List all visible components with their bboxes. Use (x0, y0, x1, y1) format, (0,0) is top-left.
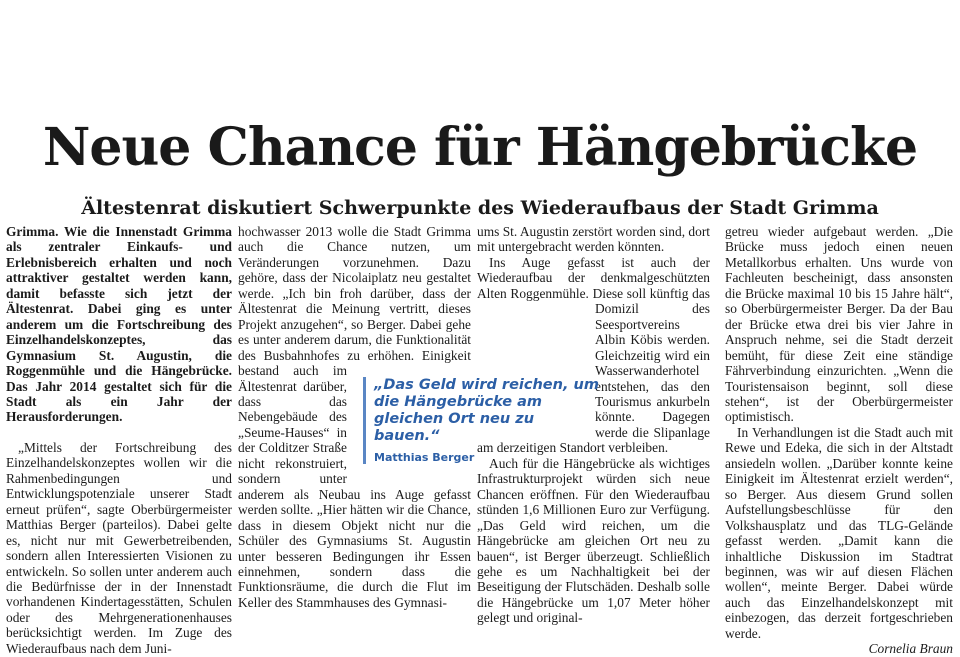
body-paragraph: getreu wieder aufgebaut werden. „Die Brücke muss jedoch einen neuen Metallkorbus erhalten. Uns wurde von Fachleuten bescheinigt, dass ansonsten die Brücke maximal 10 bis 15 Jahre hält“, so Oberbürgermeister Berger. Da der Bau der Brücke etwa drei bis vier Jahre in Anspruch nehme, sei die Stadt derzeit bemüht, für diese Zeit eine ständige Fährverbindung einzurichten. „Wenn die Touristensaison beginnt, soll diese stehen“, ist der Oberbürgermeister optimistisch. (725, 224, 953, 425)
subheadline: Ältestenrat diskutiert Schwerpunkte des Wiederaufbaus der Stadt Grimma (81, 197, 879, 219)
body-paragraph: ums St. Augustin zerstört worden sind, dort mit untergebracht werden könnten. (477, 224, 710, 255)
headline: Neue Chance für Hängebrücke (42, 117, 918, 178)
author-signature: Cornelia Braun (868, 641, 953, 657)
body-paragraph: Auch für die Hängebrücke als wichtiges Infrastrukturprojekt würden sich neue Chancen eröffnen. Für den Wiederaufbau stünden 1,6 Millionen Euro zur Verfügung. „Das Geld wird reichen, um die Hängebrücke am gleichen Ort neu zu bauen“, ist Berger überzeugt. Schließlich gehe es um Nachhaltigkeit bei der Beseitigung der Flutschäden. Deshalb solle die Hängebrücke um 1,07 Meter höher gelegt und original- (477, 455, 710, 626)
body-paragraph: In Verhandlungen ist die Stadt auch mit Rewe und Edeka, die sich in der Altstadt ansiedeln wollen. „Darüber konnte keine Einigkeit im Ältestenrat erzielt werden“, so Berger. Aus diesem Grund sollen Aufstellungsbeschlüsse für den Volkshausplatz und das TLG-Gelände gefasst werden. „Damit kann die inhaltliche Diskussion im Stadtrat beginnen, was wir auf diesen Flächen wollen“, meinte Berger. Dabei würde auch das Einzelhandelskonzept mit einbezogen, das derzeit fortgeschrieben werde. (725, 424, 953, 641)
body-paragraph: Ins Auge gefasst ist auch der Wiederaufbau der denkmalgeschützten Alten Roggenmühle. Diese soll künftig das Domizil des Seesportvereins Albin Köbis werden. Gleichzeitig wird ein Wasserwanderhotel entstehen, das den Tourismus ankurbeln könnte. Dagegen werde die Slipanlage am derzeitigen Standort verbleiben. (477, 254, 710, 456)
lead-paragraph: Grimma. Wie die Innenstadt Grimma als zentraler Einkaufs- und Erlebnisbereich erhalten und noch attraktiver gestaltet werden kann, damit befasste sich jetzt der Ältestenrat. Dabei ging es unter anderem um die Fortschreibung des Einzelhandelskonzeptes, das Gymnasium St. Augustin, die Roggenmühle und die Hängebrücke. Das Jahr 2014 gestaltet sich für die Stadt als ein Jahr der Herausforderungen. (6, 224, 232, 425)
article-column-1 (6, 224, 232, 656)
pull-quote (363, 377, 602, 464)
body-paragraph: „Mittels der Fortschreibung des Einzelhandelskonzeptes wollen wir die Rahmenbedingungen und Entwicklungspotenziale unserer Stadt erneut prüfen“, sagte Oberbürgermeister Matthias Berger (parteilos). Dabei gelte es, nicht nur mit Gewerbetreibenden, sondern allen Interessierten Visionen zu entwickeln. So sollen unter anderem auch die Bedürfnisse der in der Innenstadt vorhandenen Kindertagesstätten, Schulen oder des Mehrgenerationenhauses berücksichtigt werden. Im Zuge des Wiederaufbaus nach dem Juni- (6, 439, 232, 656)
article-column-4 (725, 224, 953, 657)
pull-quote-text: „Das Geld wird reichen, um die Hängebrücke am gleichen Ort neu zu bauen.“ (374, 377, 599, 444)
body-text: hochwasser 2013 wolle die Stadt Grimma auch die Chance nutzen, um Veränderungen vorzunehmen. Dazu gehöre, dass der Nicolaiplatz neu gestaltet werde. „Ich bin froh darüber, dass der Ältestenrat die Meinung vertritt, dieses Projekt anzugehen“, so Berger. Dabei gehe es unter anderem darum, die Funktionalität des Busbahnhofes zu erhöhen. Einigkeit bestand auch im Ältestenrat darüber, dass das Nebengebäude des „Seume-Hauses“ in der Colditzer Straße nicht rekonstruiert, sondern unter anderem als Neubau ins Auge gefasst werden sollte. „Hier hätten wir die Chance, dass in diesem Objekt nicht nur die Schüler des Gymnasiums St. Augustin unter besseren Bedingungen ihr Essen einnehmen, sondern dass die Funktionsräume, die durch die Flut im Keller des Stammhauses des Gymnasi- (238, 224, 471, 610)
pull-quote-author: Matthias Berger (374, 451, 475, 464)
